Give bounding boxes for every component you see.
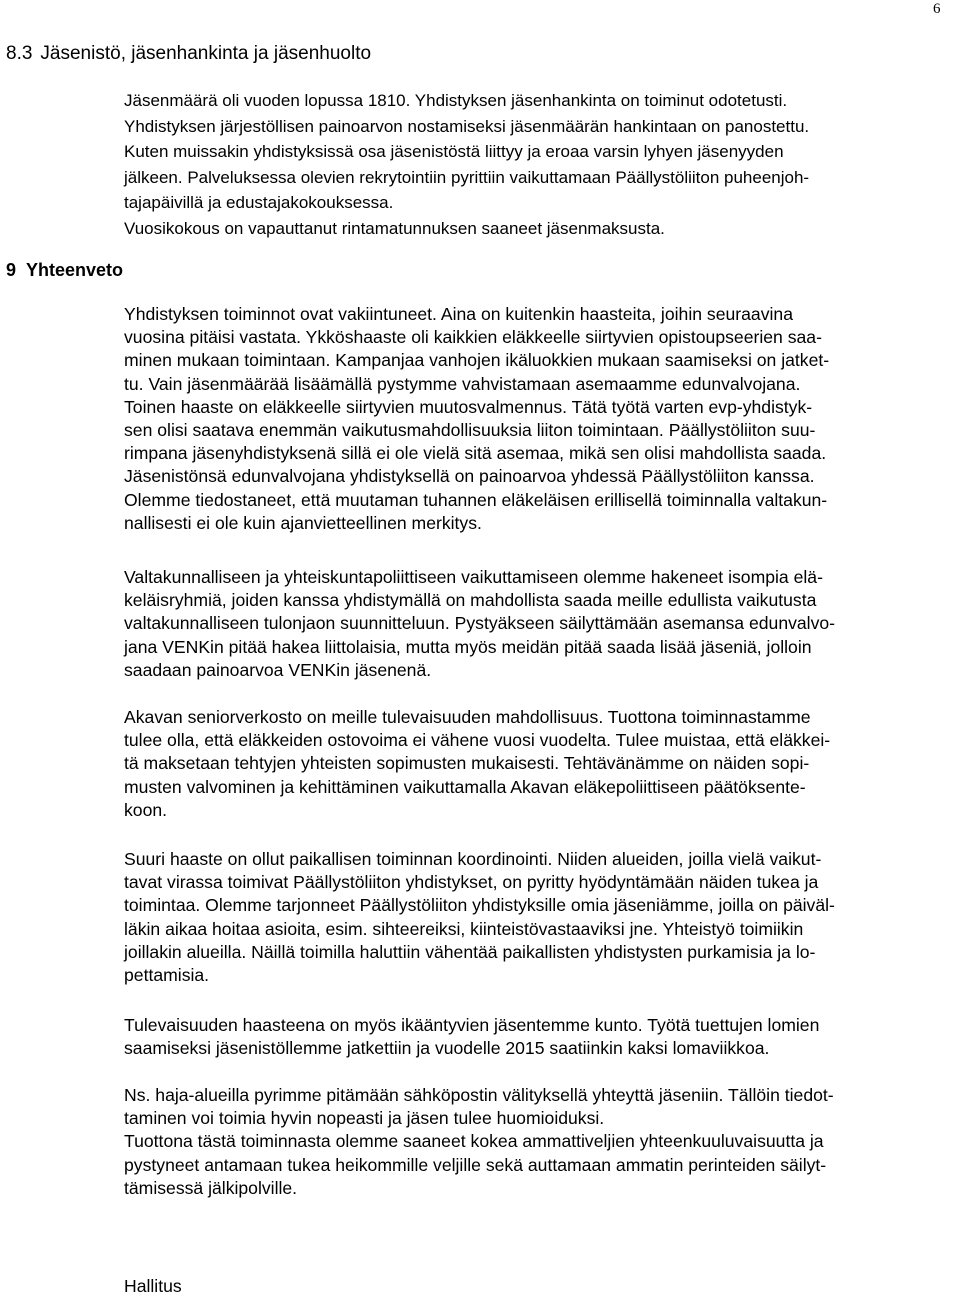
text-line: Vuosikokous on vapauttanut rintamatunnuksen saaneet jäsenmaksusta. xyxy=(124,218,665,238)
text-line: Jäsenistönsä edunvalvojana yhdistyksellä on painoarvoa yhdessä Päällystöliiton kanssa. xyxy=(124,466,815,487)
text-line: Tuottona tästä toiminnasta olemme saaneet kokea ammattiveljien yhteenkuuluvaisuutta ja xyxy=(124,1131,824,1152)
page-number: 6 xyxy=(933,1,941,17)
text-line: tämisessä jälkipolville. xyxy=(124,1177,298,1198)
text-line: valtakunnalliseen tulonjaon suunnitteluun. Pystyäkseen säilyttämään asemansa edunvalvo- xyxy=(124,613,836,634)
section-title: Yhteenveto xyxy=(26,260,124,280)
text-line: taminen voi toimia hyvin nopeasti ja jäsen tulee huomioiduksi. xyxy=(124,1108,605,1129)
text-line: Jäsenmäärä oli vuoden lopussa 1810. Yhdistyksen jäsenhankinta on toiminut odotetusti. xyxy=(124,91,788,110)
text-line: Valtakunnalliseen ja yhteiskuntapoliittiseen vaikuttamiseen olemme hakeneet isompia elä- xyxy=(124,567,823,587)
text-line: keläisryhmiä, joiden kanssa yhdistymällä on mahdollista saada meille edullista vaikutusta xyxy=(124,590,817,611)
text-line: musten valvominen ja kehittäminen vaikuttamalla Akavan eläkepoliittiseen päätöksente- xyxy=(124,776,806,797)
summary-paragraph-6 xyxy=(124,1084,960,1200)
text-line: tajapäivillä ja edustajakokouksessa. xyxy=(124,193,394,212)
summary-paragraph-1 xyxy=(124,303,960,535)
text-line: Ns. haja-alueilla pyrimme pitämään sähköpostin välityksellä yhteyttä jäseniin. Tällöin tiedot- xyxy=(124,1085,834,1105)
text-line: Yhdistyksen järjestöllisen painoarvon nostamiseksi jäsenmäärän hankintaan on panostettu. xyxy=(124,116,810,136)
text-line: tu. Vain jäsenmäärää lisäämällä pystymme vahvistamaan asemaamme edunvalvojana. xyxy=(124,373,801,394)
text-line: läkin aikaa hoitaa asioita, esim. sihteereiksi, kiinteistövastaaviksi jne. Yhteistyö toimiikin xyxy=(124,918,804,939)
text-line: saamiseksi jäsenistöllemme jatkettiin ja vuodelle 2015 saatiinkin kaksi lomaviikkoa. xyxy=(124,1038,770,1059)
text-line: sen olisi saatava enemmän vaikutusmahdollisuuksia liiton toimintaan. Päällystöliiton suu- xyxy=(124,419,816,440)
text-line: rimpana jäsenyhdistyksenä sillä ei ole vielä sitä asemaa, mikä sen olisi mahdollista saada. xyxy=(124,443,827,464)
text-line: Kuten muissakin yhdistyksissä osa jäsenistöstä liittyy ja eroaa varsin lyhyen jäsenyyden xyxy=(124,142,784,161)
membership-paragraph xyxy=(124,88,960,241)
text-line: saadaan painoarvoa VENKin jäsenenä. xyxy=(124,659,432,680)
text-line: tavat virassa toimivat Päällystöliiton yhdistykset, on pyritty hyödyntämään näiden tukea ja xyxy=(124,872,819,893)
section-number: 8.3 xyxy=(6,43,33,64)
text-line: tulee olla, että eläkkeiden ostovoima ei vähene vuosi vuodelta. Tulee muistaa, että eläkkei- xyxy=(124,730,831,751)
text-line: nallisesti ei ole kuin ajanvietteellinen merkitys. xyxy=(124,512,482,533)
section-title: Jäsenistö, jäsenhankinta ja jäsenhuolto xyxy=(40,43,372,64)
text-line: koon. xyxy=(124,799,168,820)
summary-paragraph-3 xyxy=(124,706,960,822)
text-line: Suuri haaste on ollut paikallisen toiminnan koordinointi. Niiden alueiden, joilla vielä vaikut- xyxy=(124,849,822,869)
text-line: pystyneet antamaan tukea heikommille veljille sekä auttamaan ammatin perinteiden säilyt- xyxy=(124,1154,827,1175)
text-line: joillakin alueilla. Näillä toimilla haluttiin vähentää paikallisten yhdistysten purkamisia ja lo- xyxy=(124,941,816,962)
signature: Hallitus xyxy=(124,1276,182,1296)
summary-paragraph-5 xyxy=(124,1014,960,1060)
summary-paragraph-2 xyxy=(124,566,960,682)
text-line: jana VENKin pitää hakea liittolaisia, mutta myös meidän pitää saada lisää jäseniä, jolloin xyxy=(124,636,812,657)
text-line: Yhdistyksen toiminnot ovat vakiintuneet. Aina on kuitenkin haasteita, joihin seuraavina xyxy=(124,304,793,324)
text-line: jälkeen. Palveluksessa olevien rekrytointiin pyrittiin vaikuttamaan Päällystöliiton puheenjoh- xyxy=(124,167,810,187)
section-number: 9 xyxy=(6,260,17,280)
text-line: Akavan seniorverkosto on meille tulevaisuuden mahdollisuus. Tuottona toiminnastamme xyxy=(124,707,811,727)
text-line: toimintaa. Olemme tarjonneet Päällystöliiton yhdistyksille omia jäseniämme, joilla on päiväl- xyxy=(124,895,835,916)
text-line: Tulevaisuuden haasteena on myös ikääntyvien jäsentemme kunto. Työtä tuettujen lomien xyxy=(124,1015,820,1035)
text-line: vuosina pitäisi vastata. Ykköshaaste oli kaikkien eläkkeelle siirtyvien opistoupseerien saa- xyxy=(124,327,822,348)
text-line: minen mukaan toimintaan. Kampanjaa vanhojen ikäluokkien mukaan saamiseksi on jatket- xyxy=(124,350,830,371)
text-line: Toinen haaste on eläkkeelle siirtyvien muutosvalmennus. Tätä työtä varten evp-yhdistyk- xyxy=(124,396,813,417)
section-heading-8-3 xyxy=(6,42,371,66)
text-line: Olemme tiedostaneet, että muutaman tuhannen eläkeläisen erillisellä toiminnalla valtakun- xyxy=(124,489,828,510)
section-heading-9 xyxy=(6,258,123,282)
text-line: tä maksetaan tehtyjen yhteisten sopimusten mukaisesti. Tehtävänämme on näiden sopi- xyxy=(124,753,810,774)
summary-paragraph-4 xyxy=(124,848,960,987)
text-line: pettamisia. xyxy=(124,964,210,985)
